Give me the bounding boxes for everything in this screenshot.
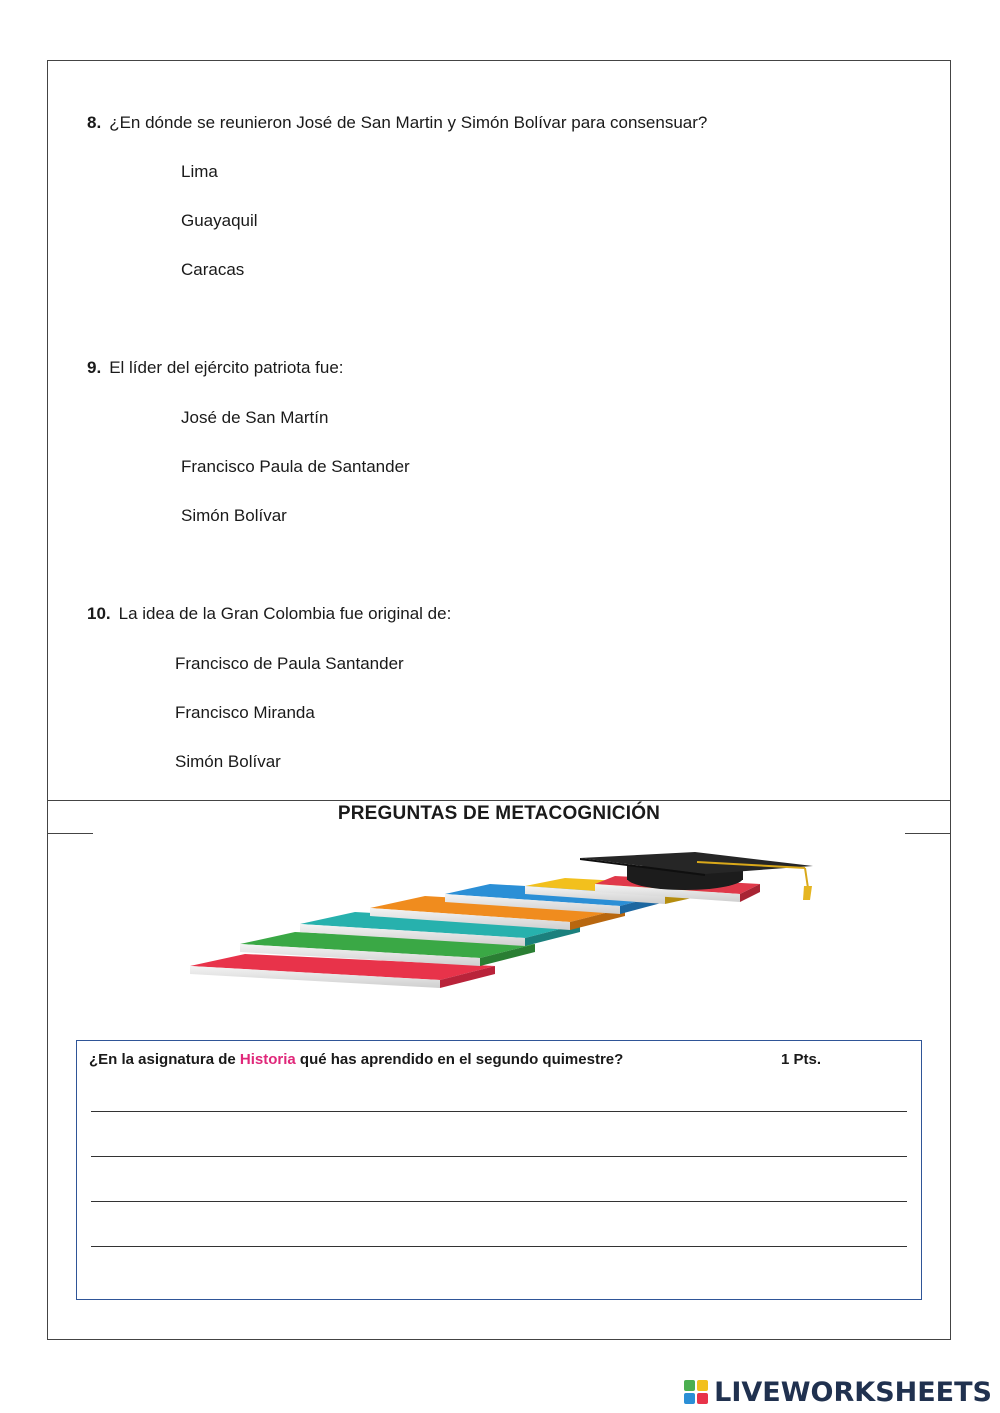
question-8	[87, 113, 707, 133]
option-10-b[interactable]: Francisco Miranda	[175, 703, 315, 722]
question-suffix: qué has aprendido en el segundo quimestre?	[295, 1051, 624, 1068]
brand-name: LIVEWORKSHEETS	[714, 1376, 992, 1408]
answer-line-1[interactable]	[91, 1111, 907, 1112]
option-8-c[interactable]: Caracas	[181, 260, 245, 279]
divider-stub-right	[905, 833, 951, 834]
answer-line-4[interactable]	[91, 1246, 907, 1247]
question-9	[87, 358, 344, 378]
option-9-a[interactable]: José de San Martín	[181, 408, 329, 427]
question-text: ¿En dónde se reunieron José de San Martin y Simón Bolívar para consensuar?	[109, 113, 708, 132]
liveworksheets-logo	[684, 1375, 992, 1409]
option-10-a[interactable]: Francisco de Paula Santander	[175, 654, 404, 673]
answer-line-2[interactable]	[91, 1156, 907, 1157]
metacognition-box	[76, 1040, 922, 1300]
option-9-b[interactable]: Francisco Paula de Santander	[181, 457, 410, 476]
option-8-b[interactable]: Guayaquil	[181, 211, 258, 230]
question-number: 10.	[87, 604, 111, 623]
question-10	[87, 604, 451, 624]
answer-line-3[interactable]	[91, 1201, 907, 1202]
liveworksheets-logo-icon	[684, 1380, 708, 1404]
metacognition-question	[89, 1051, 623, 1068]
question-text: La idea de la Gran Colombia fue original de:	[118, 604, 452, 623]
option-9-c[interactable]: Simón Bolívar	[181, 506, 287, 525]
books-graduation-cap-icon	[185, 848, 825, 998]
question-text: El líder del ejército patriota fue:	[109, 358, 344, 377]
subject-highlight: Historia	[239, 1051, 296, 1068]
question-number: 8.	[87, 113, 102, 132]
question-prefix: ¿En la asignatura de	[89, 1051, 240, 1068]
divider-stub-left	[47, 833, 93, 834]
option-8-a[interactable]: Lima	[181, 162, 218, 181]
points-label: 1 Pts.	[781, 1051, 822, 1068]
section-divider	[47, 800, 951, 801]
section-title: PREGUNTAS DE METACOGNICIÓN	[337, 803, 661, 824]
question-number: 9.	[87, 358, 102, 377]
option-10-c[interactable]: Simón Bolívar	[175, 752, 281, 771]
